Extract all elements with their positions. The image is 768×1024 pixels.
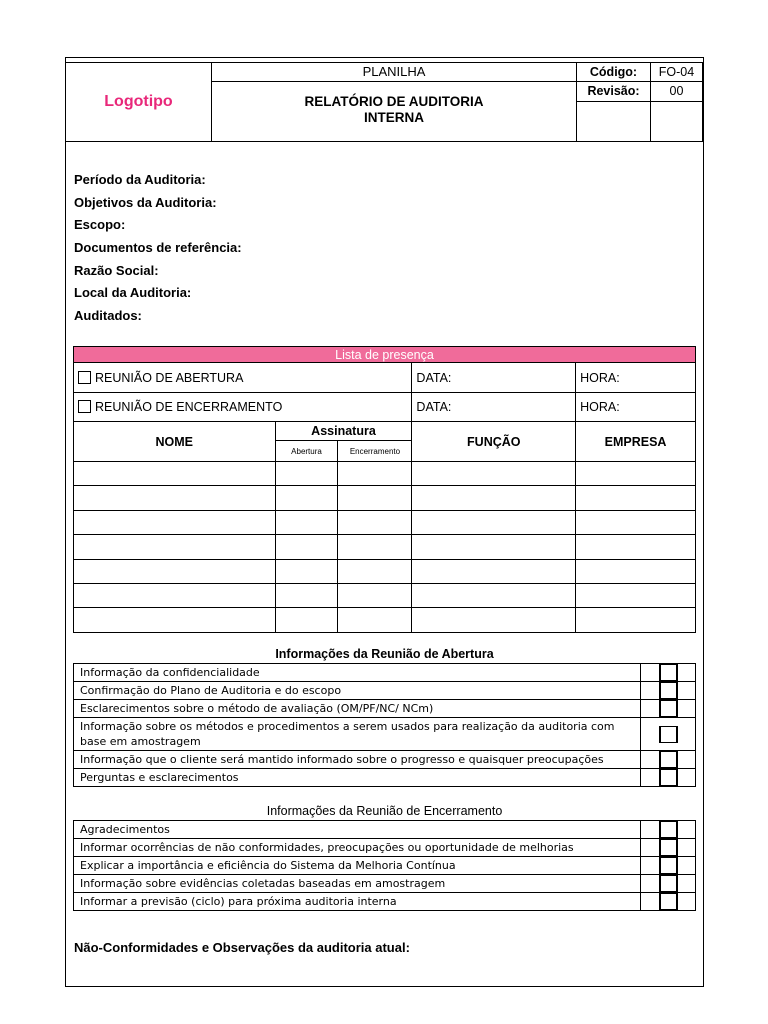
closing-time-cell[interactable]: HORA:: [576, 393, 696, 422]
checkbox-icon[interactable]: [660, 821, 677, 838]
closing-info-item: [74, 857, 696, 875]
attendance-row: [74, 608, 696, 632]
sig-opening-cell[interactable]: [275, 559, 338, 583]
closing-info-item: [74, 839, 696, 857]
closing-info-item-check-cell: [641, 839, 696, 857]
attendance-table: [73, 346, 696, 633]
logo-placeholder: Logotipo: [66, 62, 212, 142]
company-cell[interactable]: [576, 559, 696, 583]
closing-info-item-label: Informação sobre evidências coletadas baseadas em amostragem: [74, 875, 641, 893]
sig-opening-cell[interactable]: [275, 462, 338, 486]
role-cell[interactable]: [412, 583, 576, 607]
checkbox-icon[interactable]: [660, 682, 677, 699]
closing-info-item-check-cell: [641, 857, 696, 875]
company-cell[interactable]: [576, 510, 696, 534]
checkbox-icon[interactable]: [660, 751, 677, 768]
checkbox-icon[interactable]: [660, 664, 677, 681]
sig-closing-cell[interactable]: [338, 559, 412, 583]
col-signature-header: Assinatura: [275, 422, 412, 441]
closing-info-item-label: Informar ocorrências de não conformidades, preocupações ou oportunidade de melhorias: [74, 839, 641, 857]
sig-opening-cell[interactable]: [275, 535, 338, 559]
closing-info-item-check-cell: [641, 893, 696, 911]
closing-info-item: [74, 875, 696, 893]
opening-meeting-option[interactable]: [74, 363, 412, 393]
col-name-header: NOME: [74, 422, 276, 462]
checkbox-icon[interactable]: [660, 857, 677, 874]
code-value: FO-04: [658, 65, 695, 79]
field-period[interactable]: Período da Auditoria:: [74, 172, 206, 187]
role-cell[interactable]: [412, 486, 576, 510]
attendance-row: [74, 535, 696, 559]
nonconformities-heading: Não-Conformidades e Observações da auditoria atual:: [74, 940, 410, 955]
sig-opening-cell[interactable]: [275, 608, 338, 632]
field-reference-docs[interactable]: Documentos de referência:: [74, 240, 242, 256]
attendance-rows: [74, 462, 696, 633]
closing-info-item-label: Informar a previsão (ciclo) para próxima auditoria interna: [74, 893, 641, 911]
opening-info-item-check-cell: [641, 718, 696, 751]
opening-info-checklist: [73, 663, 696, 787]
name-cell[interactable]: [74, 486, 276, 510]
attendance-row: [74, 559, 696, 583]
opening-info-item: [74, 718, 696, 751]
attendance-row: [74, 510, 696, 534]
audit-fields: [74, 171, 242, 330]
revision-label: Revisão:: [577, 82, 651, 101]
opening-info-item: [74, 751, 696, 769]
closing-info-item: [74, 893, 696, 911]
company-cell[interactable]: [576, 535, 696, 559]
checkbox-icon[interactable]: [660, 700, 677, 717]
title-block: [212, 62, 576, 142]
document-meta: [576, 62, 703, 142]
sig-opening-cell[interactable]: [275, 510, 338, 534]
closing-info-item-label: Explicar a importância e eficiência do Sistema da Melhoria Contínua: [74, 857, 641, 875]
role-cell[interactable]: [412, 608, 576, 632]
col-company-header: EMPRESA: [576, 422, 696, 462]
opening-info-item-label: Perguntas e esclarecimentos: [74, 769, 641, 787]
meta-blank-label: [577, 102, 651, 141]
opening-info-item-label: Informação da confidencialidade: [74, 664, 641, 682]
opening-info-item-label: Esclarecimentos sobre o método de avaliação (OM/PF/NC/ NCm): [74, 700, 641, 718]
closing-info-item: [74, 821, 696, 839]
sig-closing-cell[interactable]: [338, 608, 412, 632]
name-cell[interactable]: [74, 535, 276, 559]
closing-info-item-label: Agradecimentos: [74, 821, 641, 839]
field-scope[interactable]: Escopo:: [74, 217, 126, 233]
opening-info-item: [74, 700, 696, 718]
closing-info-item-check-cell: [641, 875, 696, 893]
title-line-2: INTERNA: [364, 110, 424, 125]
sig-closing-cell[interactable]: [338, 510, 412, 534]
role-cell[interactable]: [412, 510, 576, 534]
closing-info-item-check-cell: [641, 821, 696, 839]
opening-info-title: Informações da Reunião de Abertura: [275, 647, 494, 661]
sig-closing-cell[interactable]: [338, 583, 412, 607]
checkbox-icon[interactable]: [660, 769, 677, 786]
checkbox-icon[interactable]: [78, 400, 91, 413]
closing-info-title: Informações da Reunião de Encerramento: [266, 804, 503, 818]
field-objectives[interactable]: Objetivos da Auditoria:: [74, 194, 217, 210]
closing-meeting-option[interactable]: [74, 393, 412, 422]
name-cell[interactable]: [74, 510, 276, 534]
company-cell[interactable]: [576, 462, 696, 486]
opening-info-item-label: Informação que o cliente será mantido informado sobre o progresso e quaisquer preocupações: [74, 751, 641, 769]
sig-closing-cell[interactable]: [338, 535, 412, 559]
sig-closing-cell[interactable]: [338, 462, 412, 486]
field-audit-location[interactable]: Local da Auditoria:: [74, 285, 192, 301]
closing-date-cell[interactable]: DATA:: [412, 393, 576, 422]
opening-info-item-check-cell: [641, 682, 696, 700]
meta-blank-value: [651, 102, 702, 141]
col-role-header: FUNÇÃO: [412, 422, 576, 462]
opening-info-item-label: Confirmação do Plano de Auditoria e do escopo: [74, 682, 641, 700]
sheet-label: PLANILHA: [212, 63, 576, 82]
field-company-name[interactable]: Razão Social:: [74, 262, 159, 278]
opening-info-item-label: Informação sobre os métodos e procedimentos a serem usados para realização da auditoria com base em amostragem: [74, 718, 641, 751]
sig-opening-cell[interactable]: [275, 583, 338, 607]
form-page: [65, 57, 704, 987]
checkbox-icon[interactable]: [660, 726, 677, 743]
checkbox-icon[interactable]: [660, 839, 677, 856]
opening-info-item: [74, 664, 696, 682]
opening-date-cell[interactable]: DATA:: [412, 363, 576, 393]
col-sig-opening-header: Abertura: [275, 441, 338, 462]
checkbox-icon[interactable]: [660, 893, 677, 910]
title-line-1: RELATÓRIO DE AUDITORIA: [304, 94, 484, 109]
company-cell[interactable]: [576, 583, 696, 607]
opening-meeting-label: REUNIÃO DE ABERTURA: [95, 370, 244, 385]
name-cell[interactable]: [74, 559, 276, 583]
name-cell[interactable]: [74, 583, 276, 607]
code-label: Código:: [577, 63, 651, 81]
attendance-row: [74, 583, 696, 607]
opening-info-item-check-cell: [641, 700, 696, 718]
sig-closing-cell[interactable]: [338, 486, 412, 510]
checkbox-icon[interactable]: [660, 875, 677, 892]
name-cell[interactable]: [74, 608, 276, 632]
opening-info-item-check-cell: [641, 664, 696, 682]
checkbox-icon[interactable]: [78, 371, 91, 384]
opening-time-cell[interactable]: HORA:: [576, 363, 696, 393]
attendance-title: Lista de presença: [74, 347, 696, 363]
closing-meeting-label: REUNIÃO DE ENCERRAMENTO: [95, 400, 283, 414]
company-cell[interactable]: [576, 608, 696, 632]
role-cell[interactable]: [412, 462, 576, 486]
role-cell[interactable]: [412, 535, 576, 559]
revision-value: 00: [669, 84, 684, 98]
form-header: [66, 62, 703, 142]
opening-info-item: [74, 769, 696, 787]
col-sig-closing-header: Encerramento: [338, 441, 412, 462]
field-auditees[interactable]: Auditados:: [74, 308, 142, 324]
attendance-row: [74, 462, 696, 486]
document-title: [212, 82, 576, 126]
attendance-row: [74, 486, 696, 510]
role-cell[interactable]: [412, 559, 576, 583]
name-cell[interactable]: [74, 462, 276, 486]
opening-info-item-check-cell: [641, 751, 696, 769]
opening-info-item: [74, 682, 696, 700]
closing-info-checklist: [73, 820, 696, 911]
opening-info-item-check-cell: [641, 769, 696, 787]
company-cell[interactable]: [576, 486, 696, 510]
sig-opening-cell[interactable]: [275, 486, 338, 510]
